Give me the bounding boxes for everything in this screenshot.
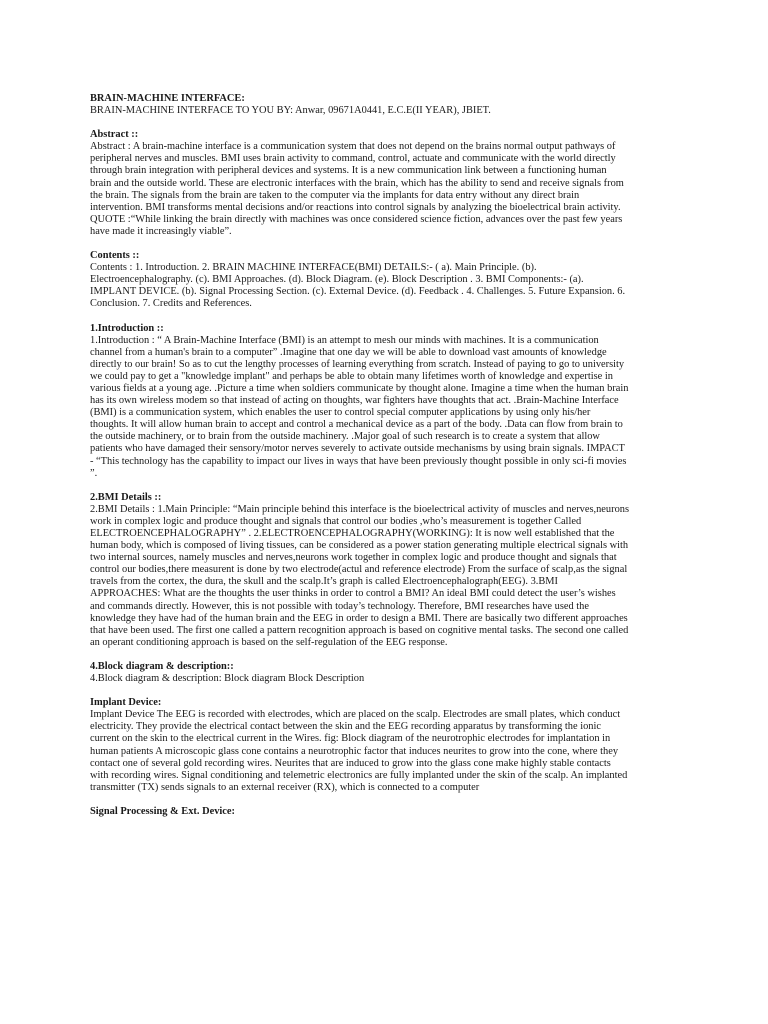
body-line: thoughts. It will allow human brain to accept and control a mechanical device as a part of the body. .Data can flow from brain to: [90, 419, 623, 431]
body-line: APPROACHES: What are the thoughts the user thinks in order to control a BMI? An ideal BMI could detect the user’s wishes: [90, 588, 616, 600]
document-page: [90, 93, 690, 818]
body-line: we could pay to get a "knowledge implant" and perhaps be able to obtain many lifetimes worth of knowledge and expertise in: [90, 370, 613, 382]
body-line: patients who have damaged their sensory/motor nerves severely to activate outside mechanisms by using brain signals. IMPACT: [90, 443, 625, 455]
body-line: Abstract : A brain-machine interface is a communication system that does not depend on the brains normal output pathways of: [90, 141, 616, 153]
section-heading: 4.Block diagram & description::: [90, 660, 234, 672]
body-line: human body, which is composed of living tissues, can be considered as a power station generating multiple electrical signals with: [90, 540, 629, 552]
body-line: an operant conditioning approach is based on the self-regulation of the EEG response.: [90, 636, 448, 648]
body-line: and commands directly. However, this is not possible with today’s technology. Therefore, BMI researches have used the: [90, 600, 589, 612]
section-introduction: [90, 323, 690, 480]
body-line: through brain integration with peripheral devices and systems. It is a new communication link between a functioning human: [90, 165, 607, 177]
section-heading: 2.BMI Details ::: [90, 491, 162, 503]
section-heading: 1.Introduction ::: [90, 322, 164, 334]
section-heading: Contents ::: [90, 250, 140, 262]
body-line: that have been used. The first one called a pattern recognition approach is based on cognitive mental tasks. The second one called: [90, 624, 629, 636]
doc-byline: BRAIN-MACHINE INTERFACE TO YOU BY: Anwar, 09671A0441, E.C.E(II YEAR), JBIET.: [90, 105, 491, 117]
section-heading: Abstract ::: [90, 129, 139, 141]
body-line: various fields at a young age. .Picture a time when soldiers communicate by thought alone. Imagine a time when the human brain: [90, 382, 629, 394]
body-line: brain and the outside world. These are electronic interfaces with the brain, which has the ability to send and receive signals from: [90, 177, 624, 189]
section-implant-device: [90, 697, 690, 794]
body-line: 4.Block diagram & description: Block diagram Block Description: [90, 673, 365, 685]
section-block-diagram: [90, 661, 690, 685]
body-line: 1.Introduction : “ A Brain-Machine Interface (BMI) is an attempt to mesh our minds with machines. It is a communication: [90, 334, 599, 346]
body-line: travels from the cortex, the dura, the skull and the scalp.It’s graph is called Electroencephalograph(EEG). 3.BMI: [90, 576, 558, 588]
section-heading: Implant Device:: [90, 697, 162, 709]
body-line: current on the skin to the electrical current in the Wires. fig: Block diagram of the neurotrophic electrodes for implantation in: [90, 733, 611, 745]
body-line: has its own wireless modem so that instead of acting on thoughts, war fighters have thoughts that act. .Brain-Machine Interface: [90, 395, 619, 407]
body-line: ”.: [90, 467, 98, 479]
body-line: work in complex logic and produce thought and signals that control our bodies ,who’s measurement is together Called: [90, 515, 582, 527]
body-line: channel from a human's brain to a computer” .Imagine that one day we will be able to download vast amounts of knowledge: [90, 346, 607, 358]
body-line: peripheral nerves and muscles. BMI uses brain activity to command, control, actuate and communicate with the world directly: [90, 153, 616, 165]
body-line: Conclusion. 7. Credits and References.: [90, 298, 252, 310]
body-line: ELECTROENCEPHALOGRAPHY” . 2.ELECTROENCEPHALOGRAPHY(WORKING): It is now well established that the: [90, 528, 615, 539]
body-line: have made it increasingly viable”.: [90, 225, 232, 237]
body-line: directly to our brain! So as to cut the lengthy processes of learning everything from scratch. Instead of paying to go to university: [90, 358, 625, 370]
body-line: Implant Device The EEG is recorded with electrodes, which are placed on the scalp. Electrodes are small plates, which conduct: [90, 709, 621, 721]
body-line: QUOTE :“While linking the brain directly with machines was once considered science fiction, advances over the past few years: [90, 213, 623, 225]
body-line: two internal sources, namely muscles and nerves,neurons work together in complex logic and produce thought and signals that: [90, 552, 617, 564]
body-line: transmitter (TX) sends signals to an external receiver (RX), which is connected to a computer: [90, 781, 480, 793]
body-line: control our bodies,there measurent is done by two electrode(actul and reference electrode) From the surface of scalp,as the signal: [90, 564, 628, 576]
section-heading: Signal Processing & Ext. Device:: [90, 805, 235, 817]
body-line: the outside machinery, or to brain from the outside machinery. .Major goal of such research is to create a system that allow: [90, 431, 600, 443]
body-line: with recording wires. Signal conditioning and telemetric electronics are fully implanted under the skin of the scalp. An implanted: [90, 769, 628, 781]
body-line: (BMI) is a communication system, which enables the user to control special computer applications by using only his/her: [90, 407, 591, 419]
body-line: contact one of several gold recording wires. Neurites that are induced to grow into the glass cone make highly stable contacts: [90, 757, 611, 769]
body-line: human patients A microscopic glass cone contains a neurotrophic factor that induces neurites to grow into the cone, where they: [90, 745, 619, 757]
body-line: Electroencephalography. (c). BMI Approaches. (d). Block Diagram. (e). Block Description . 3. BMI Components:- (a).: [90, 274, 584, 286]
body-line: - “This technology has the capability to impact our lives in ways that have been previously thought possible in only sci-fi movies: [90, 455, 627, 467]
section-bmi-details: [90, 492, 690, 649]
section-signal-processing: [90, 806, 690, 818]
body-line: the brain. The signals from the brain are taken to the computer via the implants for data entry without any direct brain: [90, 189, 580, 201]
body-line: IMPLANT DEVICE. (b). Signal Processing Section. (c). External Device. (d). Feedback . 4. Challenges. 5. Future Expansion. 6.: [90, 286, 626, 298]
section-abstract: [90, 129, 690, 238]
section-contents: [90, 250, 690, 310]
body-line: Contents : 1. Introduction. 2. BRAIN MACHINE INTERFACE(BMI) DETAILS:- ( a). Main Principle. (b).: [90, 262, 537, 274]
body-line: 2.BMI Details : 1.Main Principle: “Main principle behind this interface is the bioelectrical activity of muscles and nerves,neurons: [90, 503, 630, 515]
body-line: electricity. They provide the electrical contact between the skin and the EEG recording apparatus by transforming the ionic: [90, 721, 601, 733]
doc-title: BRAIN-MACHINE INTERFACE:: [90, 93, 245, 104]
body-line: intervention. BMI transforms mental decisions and/or reactions into control signals by analyzing the bioelectrical brain activity.: [90, 201, 621, 213]
body-line: knowledge they have had of the human brain and the EEG in order to design a BMI. There are basically two different approaches: [90, 612, 628, 624]
